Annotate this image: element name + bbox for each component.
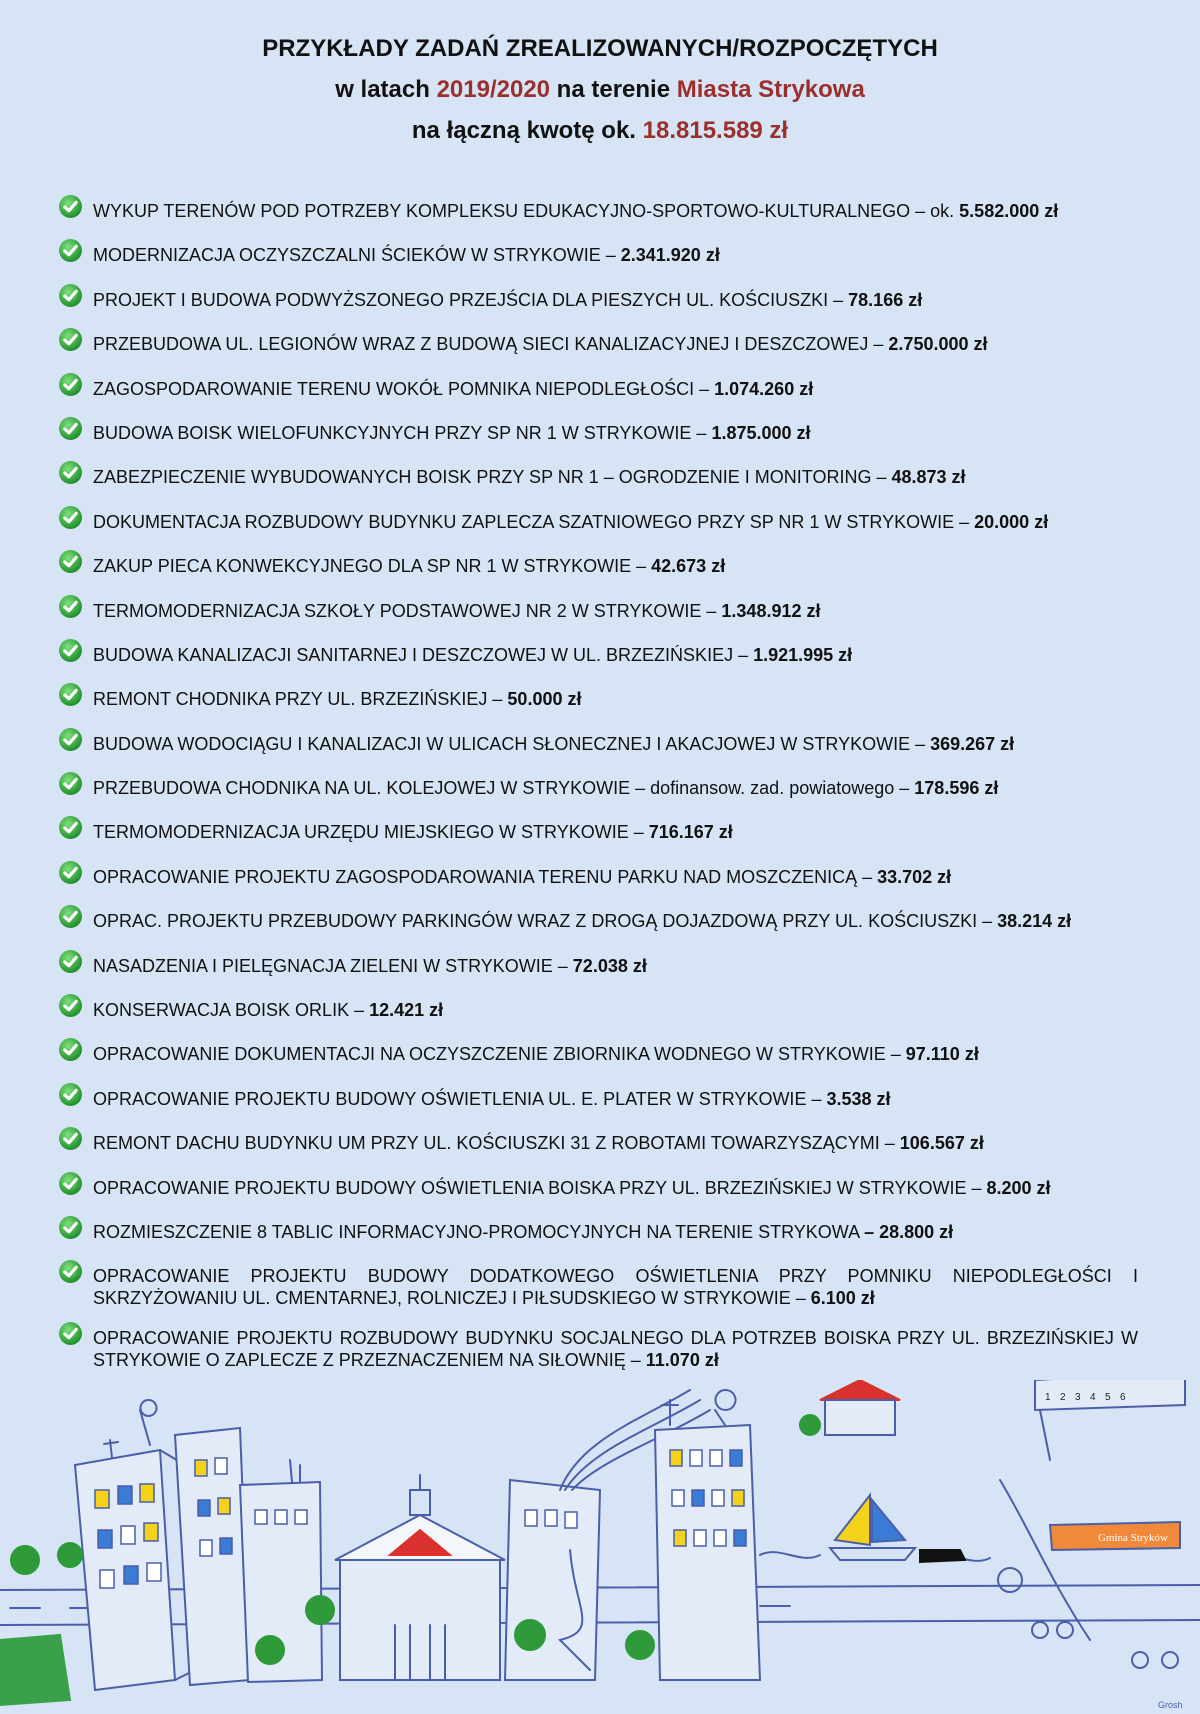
green-check-icon xyxy=(58,993,83,1018)
green-check-icon xyxy=(58,549,83,574)
task-amount: 369.267 zł xyxy=(930,733,1015,754)
task-item xyxy=(58,1088,1138,1132)
task-description: BUDOWA WODOCIĄGU I KANALIZACJI W ULICACH SŁONECZNEJ I AKACJOWEJ W STRYKOWIE – xyxy=(93,733,931,754)
green-check-icon xyxy=(58,860,83,885)
house-number: 6 xyxy=(1120,1392,1126,1403)
task-text xyxy=(93,200,1138,222)
green-check-icon xyxy=(58,771,83,796)
task-description: KONSERWACJA BOISK ORLIK – xyxy=(93,1000,370,1021)
task-item xyxy=(58,511,1138,555)
green-check-icon xyxy=(58,904,83,929)
header-total xyxy=(0,110,1200,151)
task-item xyxy=(58,644,1138,688)
house-number: 5 xyxy=(1105,1392,1111,1403)
city-skyline-illustration xyxy=(0,1380,1200,1714)
task-item xyxy=(58,422,1138,466)
task-amount: 2.341.920 zł xyxy=(620,245,720,266)
task-text xyxy=(93,289,1138,311)
task-text xyxy=(93,244,1138,266)
task-text xyxy=(93,333,1138,355)
task-text xyxy=(93,733,1138,755)
task-amount: 12.421 zł xyxy=(369,1000,444,1021)
task-amount: 1.348.912 zł xyxy=(721,600,821,621)
green-check-icon xyxy=(58,194,83,219)
task-list xyxy=(58,200,1138,1389)
task-amount: 48.873 zł xyxy=(891,467,966,488)
task-text xyxy=(93,955,1138,977)
green-check-icon xyxy=(58,727,83,752)
task-item xyxy=(58,200,1138,244)
task-text xyxy=(93,466,1138,488)
gmina-sign-text: Gmina Stryków xyxy=(1098,1532,1168,1544)
task-item xyxy=(58,1132,1138,1176)
task-description: WYKUP TERENÓW POD POTRZEBY KOMPLEKSU EDUKACYJNO-SPORTOWO-KULTURALNEGO – ok. xyxy=(93,201,960,221)
green-check-icon xyxy=(58,1082,83,1107)
task-description: OPRACOWANIE PROJEKTU ZAGOSPODAROWANIA TERENU PARKU NAD MOSZCZENICĄ – xyxy=(93,866,878,887)
task-text xyxy=(93,821,1138,843)
years-highlight: 2019/2020 xyxy=(436,76,551,103)
task-item xyxy=(58,244,1138,288)
task-amount: 3.538 zł xyxy=(826,1088,891,1109)
task-text xyxy=(93,866,1138,888)
task-text xyxy=(93,1221,1138,1243)
task-description: TERMOMODERNIZACJA URZĘDU MIEJSKIEGO W STRYKOWIE – xyxy=(93,822,649,843)
task-description: OPRACOWANIE PROJEKTU BUDOWY OŚWIETLENIA UL. E. PLATER W STRYKOWIE – xyxy=(93,1088,827,1109)
green-check-icon xyxy=(58,238,83,263)
green-check-icon xyxy=(58,327,83,352)
house-number: 2 xyxy=(1060,1392,1066,1403)
task-description: MODERNIZACJA OCZYSZCZALNI ŚCIEKÓW W STRYKOWIE – xyxy=(93,245,621,266)
task-item xyxy=(58,378,1138,422)
task-description: REMONT DACHU BUDYNKU UM PRZY UL. KOŚCIUSZKI 31 Z ROBOTAMI TOWARZYSZĄCYMI – xyxy=(93,1133,900,1154)
task-text xyxy=(93,644,1138,666)
task-item xyxy=(58,466,1138,510)
subtitle-text: na terenie xyxy=(550,76,677,103)
task-text xyxy=(93,999,1138,1021)
green-check-icon xyxy=(58,505,83,530)
task-amount: 78.166 zł xyxy=(848,289,923,310)
task-text xyxy=(93,1132,1138,1154)
task-amount: 42.673 zł xyxy=(651,556,726,577)
house-number: 3 xyxy=(1075,1392,1081,1403)
task-description: ROZMIESZCZENIE 8 TABLIC INFORMACYJNO-PROMOCYJNYCH NA TERENIE STRYKOWA xyxy=(93,1221,865,1242)
task-amount: 97.110 zł xyxy=(905,1044,979,1065)
task-description: OPRACOWANIE PROJEKTU BUDOWY OŚWIETLENIA BOISKA PRZY UL. BRZEZIŃSKIEJ W STRYKOWIE – xyxy=(93,1177,987,1198)
task-text xyxy=(93,688,1138,710)
task-amount: 6.100 zł xyxy=(810,1288,875,1309)
task-amount: 1.875.000 zł xyxy=(711,422,811,443)
task-description: TERMOMODERNIZACJA SZKOŁY PODSTAWOWEJ NR 2 W STRYKOWIE – xyxy=(93,600,722,621)
task-text xyxy=(93,1265,1138,1309)
green-check-icon xyxy=(58,1321,83,1346)
task-text xyxy=(93,1043,1138,1065)
task-description: ZABEZPIECZENIE WYBUDOWANYCH BOISK PRZY SP NR 1 – OGRODZENIE I MONITORING – xyxy=(93,467,892,488)
green-check-icon xyxy=(58,1037,83,1062)
artist-signature: Grosh xyxy=(1158,1700,1183,1710)
task-item xyxy=(58,1177,1138,1221)
subtitle-text: w latach xyxy=(335,76,437,103)
task-item xyxy=(58,910,1138,954)
task-amount: 716.167 zł xyxy=(648,822,733,843)
total-amount: 18.815.589 zł xyxy=(642,117,789,144)
task-amount: – 28.800 zł xyxy=(864,1221,954,1242)
green-check-icon xyxy=(58,1171,83,1196)
task-item xyxy=(58,866,1138,910)
task-description: ZAGOSPODAROWANIE TERENU WOKÓŁ POMNIKA NIEPODLEGŁOŚCI – xyxy=(93,378,715,399)
task-text xyxy=(93,910,1138,932)
green-check-icon xyxy=(58,283,83,308)
task-text xyxy=(93,511,1138,533)
task-item xyxy=(58,333,1138,377)
green-check-icon xyxy=(58,416,83,441)
task-amount: 38.214 zł xyxy=(997,911,1072,932)
header-title: PRZYKŁADY ZADAŃ ZREALIZOWANYCH/ROZPOCZĘTYCH xyxy=(262,35,938,62)
task-description: NASADZENIA I PIELĘGNACJA ZIELENI W STRYKOWIE – xyxy=(93,955,573,976)
task-item xyxy=(58,555,1138,599)
task-item xyxy=(58,1265,1138,1327)
task-item xyxy=(58,289,1138,333)
task-text xyxy=(93,555,1138,577)
task-item xyxy=(58,999,1138,1043)
task-text xyxy=(93,777,1138,799)
green-check-icon xyxy=(58,638,83,663)
green-check-icon xyxy=(58,1215,83,1240)
task-amount: 8.200 zł xyxy=(986,1177,1051,1198)
task-text xyxy=(93,378,1138,400)
page-header xyxy=(0,28,1200,151)
task-item xyxy=(58,733,1138,777)
green-check-icon xyxy=(58,1259,83,1284)
task-item xyxy=(58,688,1138,732)
task-amount: 2.750.000 zł xyxy=(888,334,988,355)
task-description: REMONT CHODNIKA PRZY UL. BRZEZIŃSKIEJ – xyxy=(93,689,508,710)
house-number: 4 xyxy=(1090,1392,1096,1403)
task-description: BUDOWA KANALIZACJI SANITARNEJ I DESZCZOWEJ W UL. BRZEZIŃSKIEJ – xyxy=(93,644,754,665)
task-item xyxy=(58,1221,1138,1265)
green-check-icon xyxy=(58,815,83,840)
green-check-icon xyxy=(58,372,83,397)
house-number: 1 xyxy=(1045,1392,1051,1403)
task-description: ZAKUP PIECA KONWEKCYJNEGO DLA SP NR 1 W STRYKOWIE – xyxy=(93,556,652,577)
task-amount: 33.702 zł xyxy=(877,866,952,887)
task-description: OPRACOWANIE PROJEKTU BUDOWY DODATKOWEGO OŚWIETLENIA PRZY POMNIKU NIEPODLEGŁOŚCI I SKRZYŻOWANIU UL. CMENTARNEJ, ROLNICZEJ I PIŁSUDSKIEGO W STRYKOWIE – xyxy=(93,1266,1138,1309)
green-check-icon xyxy=(58,594,83,619)
task-item xyxy=(58,777,1138,821)
task-item xyxy=(58,1043,1138,1087)
header-subtitle xyxy=(0,69,1200,110)
task-item xyxy=(58,821,1138,865)
task-amount: 72.038 zł xyxy=(572,955,647,976)
task-description: OPRACOWANIE DOKUMENTACJI NA OCZYSZCZENIE ZBIORNIKA WODNEGO W STRYKOWIE – xyxy=(93,1044,906,1065)
task-text xyxy=(93,1088,1138,1110)
green-check-icon xyxy=(58,949,83,974)
task-amount: 178.596 zł xyxy=(914,778,999,799)
task-amount: 5.582.000 zł xyxy=(959,201,1059,221)
task-description: DOKUMENTACJA ROZBUDOWY BUDYNKU ZAPLECZA SZATNIOWEGO PRZY SP NR 1 W STRYKOWIE – xyxy=(93,511,975,532)
city-highlight: Miasta Strykowa xyxy=(676,76,865,103)
task-amount: 50.000 zł xyxy=(507,689,582,710)
task-description: PROJEKT I BUDOWA PODWYŻSZONEGO PRZEJŚCIA DLA PIESZYCH UL. KOŚCIUSZKI – xyxy=(93,289,849,310)
task-amount: 1.921.995 zł xyxy=(753,644,853,665)
task-text xyxy=(93,600,1138,622)
task-description: PRZEBUDOWA UL. LEGIONÓW WRAZ Z BUDOWĄ SIECI KANALIZACYJNEJ I DESZCZOWEJ – xyxy=(93,334,889,355)
task-description: BUDOWA BOISK WIELOFUNKCYJNYCH PRZY SP NR 1 W STRYKOWIE – xyxy=(93,422,712,443)
green-check-icon xyxy=(58,1126,83,1151)
task-description: PRZEBUDOWA CHODNIKA NA UL. KOLEJOWEJ W STRYKOWIE – dofinansow. zad. powiatowego – xyxy=(93,778,915,799)
task-amount: 11.070 zł xyxy=(645,1350,719,1371)
green-check-icon xyxy=(58,682,83,707)
task-item xyxy=(58,600,1138,644)
green-check-icon xyxy=(58,460,83,485)
task-text xyxy=(93,422,1138,444)
task-description: OPRACOWANIE PROJEKTU ROZBUDOWY BUDYNKU SOCJALNEGO DLA POTRZEB BOISKA PRZY UL. BRZEZIŃSKIEJ W STRYKOWIE O ZAPLECZE Z PRZEZNACZENIEM NA SIŁOWNIĘ – xyxy=(93,1328,1138,1371)
task-amount: 1.074.260 zł xyxy=(714,378,814,399)
task-text xyxy=(93,1177,1138,1199)
task-amount: 106.567 zł xyxy=(899,1133,984,1154)
total-label: na łączną kwotę ok. xyxy=(411,117,643,144)
task-text xyxy=(93,1327,1138,1371)
task-item xyxy=(58,955,1138,999)
task-description: OPRAC. PROJEKTU PRZEBUDOWY PARKINGÓW WRAZ Z DROGĄ DOJAZDOWĄ PRZY UL. KOŚCIUSZKI – xyxy=(93,911,998,932)
task-amount: 20.000 zł xyxy=(974,511,1049,532)
